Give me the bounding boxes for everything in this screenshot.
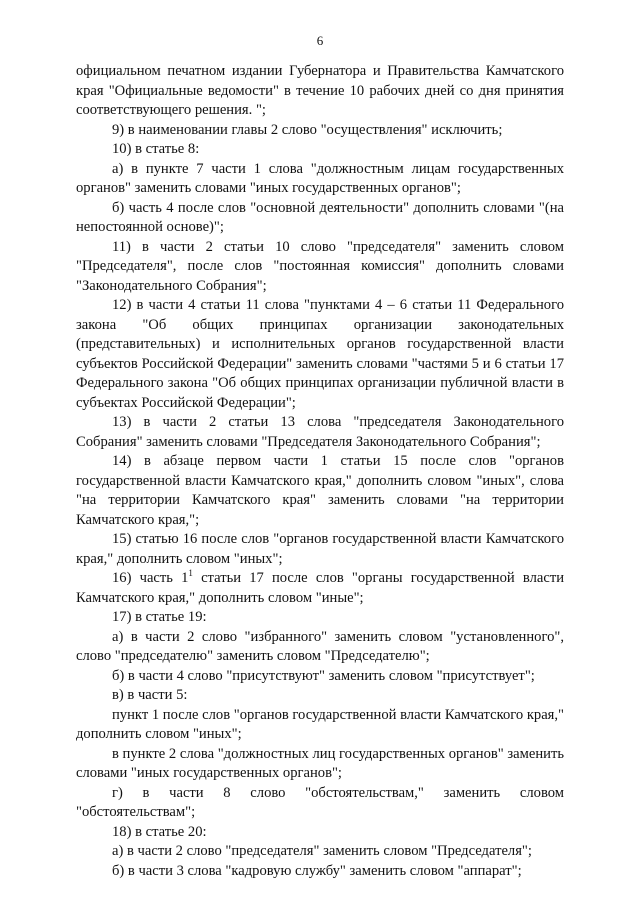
paragraph-item-16 bbox=[76, 569, 564, 608]
paragraph-item-11: 11) в части 2 статьи 10 слово "председателя" заменить словом "Председателя", после слов "постоянная комиссия" дополнить словами "Законодательного Собрания"; bbox=[76, 238, 564, 294]
paragraph-item-15: 15) статью 16 после слов "органов государственной власти Камчатского края," дополнить словом "иных"; bbox=[76, 531, 564, 567]
document-body bbox=[76, 62, 564, 881]
paragraph-item-17g: г) в части 8 слово "обстоятельствам," заменить словом "обстоятельствам"; bbox=[76, 784, 564, 820]
paragraph-16-end: статьи 17 после слов "органы государственной власти Камчатского края," дополнить словом "иные"; bbox=[76, 570, 565, 606]
paragraph-item-18a: а) в части 2 слово "председателя" заменить словом "Председателя"; bbox=[112, 843, 532, 859]
paragraph-item-10: 10) в статье 8: bbox=[112, 141, 200, 157]
paragraph-item-17v-2: в пункте 2 слова "должностных лиц государственных органов" заменить словами "иных государственных органов"; bbox=[76, 745, 564, 781]
superscript-number: 1 bbox=[188, 568, 193, 578]
paragraph-item-18: 18) в статье 20: bbox=[112, 823, 207, 840]
paragraph-item-13: 13) в части 2 статьи 13 слова "председателя Законодательного Собрания" заменить словами "Председателя Законодательного Собрания"; bbox=[76, 414, 564, 450]
paragraph-item-10b: б) часть 4 после слов "основной деятельности" дополнить словами "(на непостоянной основе)"; bbox=[76, 199, 564, 235]
paragraph-item-17a: а) в части 2 слово "избранного" заменить словом "установленного", слово "председателю" заменить словом "Председателю"; bbox=[76, 628, 564, 664]
paragraph-16-start: 16) часть 1 bbox=[112, 570, 189, 586]
paragraph-item-17v: в) в части 5: bbox=[112, 687, 188, 703]
paragraph-item-17: 17) в статье 19: bbox=[112, 609, 207, 625]
paragraph-item-14: 14) в абзаце первом части 1 статьи 15 после слов "органов государственной власти Камчатского края," дополнить словом "иных", слова "на территории Камчатского края" заменить словами "на территории Камчатского края,"; bbox=[76, 453, 564, 528]
paragraph-item-18b: б) в части 3 слова "кадровую службу" заменить словом "аппарат"; bbox=[112, 862, 522, 879]
paragraph-item-10a: а) в пункте 7 части 1 слова "должностным лицам государственных органов" заменить словами "иных государственных органов"; bbox=[76, 160, 564, 196]
paragraph-item-12: 12) в части 4 статьи 11 слова "пунктами 4 – 6 статьи 11 Федерального закона "Об общих принципах организации законодательных (представительных) и исполнительных органов государственной власти субъектов Российской Федерации" заменить словами "частями 5 и 6 статьи 17 Федерального закона "Об общих принципах организации публичной власти в субъектах Российской Федерации"; bbox=[76, 297, 564, 411]
paragraph-item-9: 9) в наименовании главы 2 слово "осуществления" исключить; bbox=[112, 121, 503, 138]
paragraph-continuation: официальном печатном издании Губернатора и Правительства Камчатского края "Официальные ведомости" в течение 10 рабочих дней со дня принятия соответствующего решения. "; bbox=[76, 63, 564, 118]
paragraph-item-17v-1: пункт 1 после слов "органов государственной власти Камчатского края," дополнить словом "иных"; bbox=[76, 706, 564, 742]
paragraph-item-17b: б) в части 4 слово "присутствуют" заменить словом "присутствует"; bbox=[112, 667, 535, 684]
page-number: 6 bbox=[316, 33, 324, 48]
